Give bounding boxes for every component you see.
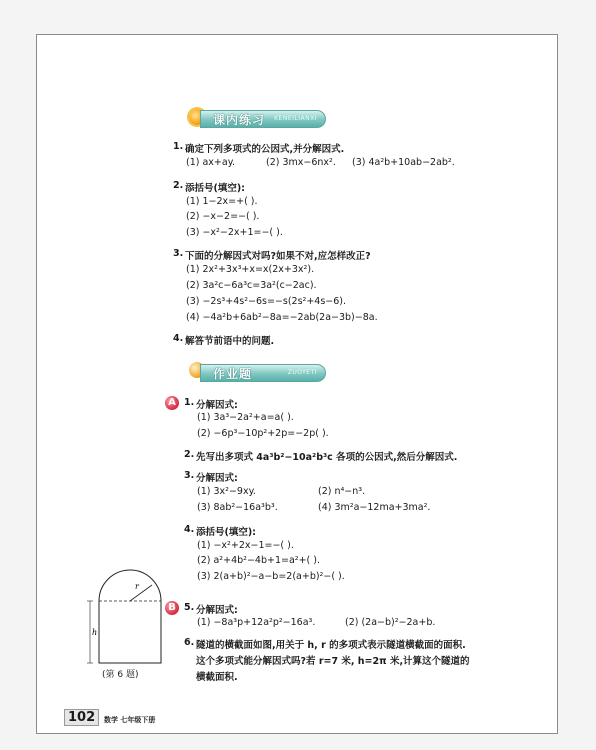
question-item: (1) 2x²+3x³+x=x(2x+3x²).	[186, 264, 315, 275]
level-b-badge: B	[165, 601, 179, 615]
page-number: 102	[64, 709, 99, 726]
figure-label-r: r	[135, 582, 139, 591]
question-item: (2) n⁴−n³.	[318, 486, 366, 497]
question-number: 2.	[184, 449, 195, 460]
question-text: 解答节前语中的问题.	[185, 336, 275, 347]
question-text: 分解因式:	[196, 605, 238, 616]
question-number: 6.	[184, 637, 195, 648]
tunnel-figure	[80, 565, 170, 670]
book-title: 数学 七年级下册	[104, 716, 156, 724]
question-item: (3) −x²−2x+1=−( ).	[186, 227, 283, 238]
question-item: (1) −x²+2x−1=−( ).	[197, 540, 294, 551]
question-item: (4) 3m²a−12ma+3ma².	[318, 502, 431, 513]
question-item: (4) −4a²b+6ab²−8a=−2ab(2a−3b)−8a.	[186, 312, 378, 323]
question-number: 3.	[184, 470, 195, 481]
question-number: 1.	[184, 397, 195, 408]
level-a-badge: A	[165, 396, 179, 410]
question-item: (2) −x−2=−( ).	[186, 211, 260, 222]
question-item: (1) 3a³−2a²+a=a( ).	[197, 412, 294, 423]
section-title: 作业题	[213, 367, 253, 381]
figure-label-h: h	[92, 628, 98, 637]
question-item: (1) −8a³p+12a²p²−16a³.	[197, 617, 316, 628]
question-text: 分解因式:	[196, 400, 238, 411]
question-item: (2) 3mx−6nx².	[266, 157, 336, 168]
section-banner-practice	[200, 110, 326, 128]
section-banner-homework	[200, 364, 326, 382]
question-item: (2) 3a²c−6a³c=3a²(c−2ac).	[186, 280, 317, 291]
question-text: 下面的分解因式对吗?如果不对,应怎样改正?	[185, 251, 371, 262]
question-number: 2.	[173, 180, 184, 191]
question-number: 3.	[173, 248, 184, 259]
question-number: 4.	[173, 333, 184, 344]
question-item: (2) (2a−b)²−2a+b.	[345, 617, 436, 628]
question-item: (1) 1−2x=+( ).	[186, 196, 258, 207]
question-item: (3) −2s³+4s²−6s=−s(2s²+4s−6).	[186, 296, 347, 307]
question-item: (2) a²+4b²−4b+1=a²+( ).	[197, 555, 320, 566]
question-item: (2) −6p³−10p²+2p=−2p( ).	[197, 428, 329, 439]
question-text: 横截面积.	[196, 672, 238, 683]
section-subtitle: ZUOYETI	[287, 369, 317, 376]
question-text: 隧道的横截面如图,用关于 h, r 的多项式表示隧道横截面的面积.	[196, 640, 466, 651]
question-number: 4.	[184, 524, 195, 535]
question-item: (1) ax+ay.	[186, 157, 235, 168]
question-text: 分解因式:	[196, 473, 238, 484]
question-text: 这个多项式能分解因式吗?若 r=7 米, h=2π 米,计算这个隧道的	[196, 656, 470, 667]
question-item: (1) 3x²−9xy.	[197, 486, 256, 497]
question-number: 1.	[173, 141, 184, 152]
question-item: (3) 4a²b+10ab−2ab².	[352, 157, 455, 168]
figure-caption: (第 6 题)	[102, 670, 139, 680]
section-title: 课内练习	[213, 113, 266, 127]
question-text: 确定下列多项式的公因式,并分解因式.	[185, 144, 345, 155]
question-number: 5.	[184, 602, 195, 613]
question-text: 添括号(填空):	[196, 527, 256, 538]
question-item: (3) 2(a+b)²−a−b=2(a+b)²−( ).	[197, 571, 345, 582]
question-text: 添括号(填空):	[185, 183, 245, 194]
section-subtitle: KENEILIANXI	[274, 115, 317, 122]
question-text: 先写出多项式 4a³b²−10a²b³c 各项的公因式,然后分解因式.	[196, 452, 458, 463]
question-item: (3) 8ab²−16a³b³.	[197, 502, 278, 513]
